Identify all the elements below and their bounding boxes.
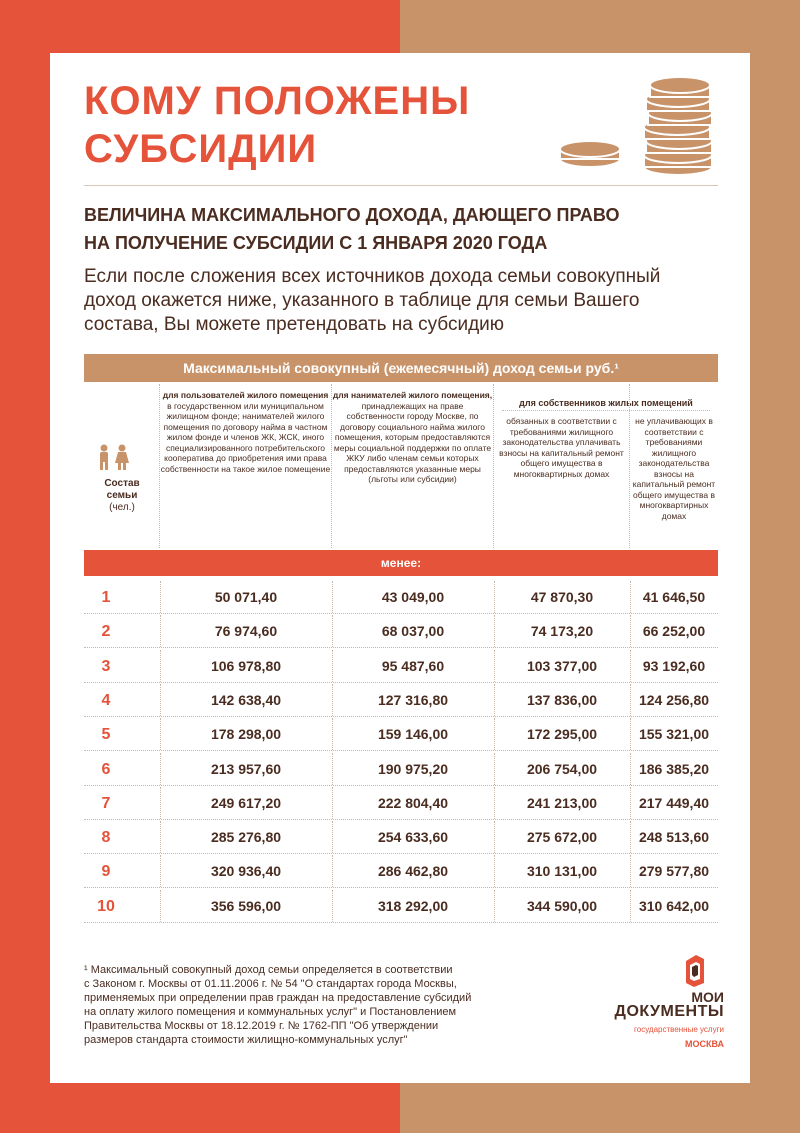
column-divider	[494, 650, 495, 682]
row-number: 2	[101, 623, 111, 641]
cell-owners-paying: 103 377,00	[526, 657, 598, 674]
column-divider	[630, 615, 631, 647]
cell-owners-paying: 310 131,00	[526, 863, 598, 880]
cell-owners-not-paying: 279 577,80	[638, 863, 710, 880]
cell-owners-not-paying: 217 449,40	[638, 794, 710, 811]
column-divider	[332, 821, 333, 853]
column-divider	[160, 890, 161, 922]
column-divider	[332, 684, 333, 716]
column-divider	[160, 718, 161, 750]
row-number: 9	[101, 863, 111, 881]
column-divider	[494, 787, 495, 819]
column-divider	[160, 581, 161, 613]
table-row	[84, 890, 718, 923]
subtitle-line-1: ВЕЛИЧИНА МАКСИМАЛЬНОГО ДОХОДА, ДАЮЩЕГО ПРАВО	[84, 205, 620, 225]
column-divider	[630, 684, 631, 716]
cell-users: 178 298,00	[210, 726, 282, 743]
column-divider	[160, 787, 161, 819]
logo-subtitle: государственные услуги	[634, 1025, 724, 1034]
column-divider	[494, 855, 495, 887]
footnote-line: Правительства Москвы от 18.12.2019 г. № 1762-ПП "Об утверждении	[84, 1020, 439, 1032]
cell-owners-paying: 172 295,00	[526, 726, 598, 743]
poster-sheet	[50, 53, 750, 1083]
subtitle-line-2: НА ПОЛУЧЕНИЕ СУБСИДИИ С 1 ЯНВАРЯ 2020 ГОДА	[84, 233, 548, 253]
cell-owners-paying: 206 754,00	[526, 760, 598, 777]
cell-owners-not-paying: 186 385,20	[638, 760, 710, 777]
column-divider	[332, 890, 333, 922]
column-divider	[630, 787, 631, 819]
column-divider	[630, 821, 631, 853]
family-label-line-2: семьи	[106, 490, 138, 501]
cell-owners-not-paying: 310 642,00	[638, 897, 710, 914]
column-divider	[630, 890, 631, 922]
header-col-owners-not-paying: не уплачивающих в соответствии с требованиями жилищного законодательства взносы на капитальный ремонт общего имущества в многоквартирных домах	[632, 416, 716, 521]
header-col-tenants-text: принадлежащих на праве собственности городу Москве, по договору социального найма жилого помещения, которым предоставляются меры социальной поддержки по оплате ЖКУ либо членам семьи которых предоставляются указанные меры (льготы или субсидии)	[333, 400, 492, 484]
cell-owners-paying: 275 672,00	[526, 829, 598, 846]
footnote	[84, 963, 554, 1047]
column-divider	[494, 615, 495, 647]
column-divider	[332, 787, 333, 819]
table-row	[84, 581, 718, 614]
coins-icon	[560, 67, 720, 177]
table-row	[84, 855, 718, 888]
column-divider	[630, 718, 631, 750]
column-divider	[160, 855, 161, 887]
column-divider	[160, 684, 161, 716]
column-divider	[494, 753, 495, 785]
cell-tenants: 254 633,60	[377, 829, 449, 846]
cell-owners-not-paying: 155 321,00	[638, 726, 710, 743]
row-number: 10	[97, 897, 115, 915]
header-col-users-bold: для пользователей жилого помещения	[162, 390, 329, 400]
cell-tenants: 68 037,00	[381, 623, 445, 640]
table-row	[84, 650, 718, 683]
cell-tenants: 318 292,00	[377, 897, 449, 914]
column-divider	[494, 581, 495, 613]
cell-users: 142 638,40	[210, 691, 282, 708]
table-row	[84, 615, 718, 648]
logo-text-moi: МОИ	[691, 989, 724, 1005]
intro-line: состава, Вы можете претендовать на субсидию	[84, 314, 505, 335]
family-label-line-1: Состав	[104, 478, 140, 489]
cell-owners-paying: 137 836,00	[526, 691, 598, 708]
column-divider	[160, 821, 161, 853]
row-number: 7	[101, 794, 111, 812]
column-divider	[494, 890, 495, 922]
cell-tenants: 222 804,40	[377, 794, 449, 811]
cell-owners-paying: 241 213,00	[526, 794, 598, 811]
intro-line: Если после сложения всех источников дохода семьи совокупный	[84, 266, 661, 287]
header-col-tenants-bold: для нанимателей жилого помещения,	[332, 390, 493, 400]
cell-owners-paying: 47 870,30	[530, 589, 594, 605]
subtitle	[84, 201, 724, 257]
intro-text	[84, 265, 724, 337]
cell-users: 249 617,20	[210, 794, 282, 811]
column-divider	[160, 650, 161, 682]
column-divider	[630, 581, 631, 613]
column-divider	[494, 821, 495, 853]
header-family-size	[84, 384, 160, 548]
column-divider	[332, 718, 333, 750]
title-line-1: КОМУ ПОЛОЖЕНЫ	[84, 79, 471, 123]
column-divider	[160, 753, 161, 785]
table-row	[84, 753, 718, 786]
cell-users: 213 957,60	[210, 760, 282, 777]
cell-users: 285 276,80	[210, 829, 282, 846]
less-than-bar: менее:	[84, 550, 718, 576]
cell-users: 320 936,40	[210, 863, 282, 880]
column-divider	[332, 615, 333, 647]
cell-owners-not-paying: 93 192,60	[642, 657, 706, 674]
header-col-users	[160, 384, 332, 548]
family-size-label	[86, 478, 158, 514]
table-row	[84, 718, 718, 751]
column-divider	[630, 855, 631, 887]
row-number: 4	[101, 691, 111, 709]
cell-tenants: 159 146,00	[377, 726, 449, 743]
cell-users: 50 071,40	[214, 589, 278, 605]
table-row	[84, 821, 718, 854]
row-number: 8	[101, 829, 111, 847]
row-number: 6	[101, 760, 111, 778]
cell-users: 356 596,00	[210, 897, 282, 914]
column-divider	[494, 684, 495, 716]
logo-mark-icon	[680, 953, 710, 987]
header-col-tenants	[332, 384, 494, 548]
family-icon	[94, 444, 134, 470]
cell-users: 76 974,60	[214, 623, 278, 640]
family-label-unit: (чел.)	[109, 502, 135, 513]
footnote-line: ¹ Максимальный совокупный доход семьи определяется в соответствии	[84, 964, 453, 976]
cell-tenants: 127 316,80	[377, 691, 449, 708]
title-line-2: СУБСИДИИ	[84, 127, 318, 171]
intro-line: доход окажется ниже, указанного в таблице для семьи Вашего	[84, 290, 640, 311]
table-column-headers	[84, 384, 718, 548]
cell-owners-paying: 344 590,00	[526, 897, 598, 914]
column-divider	[332, 650, 333, 682]
row-number: 3	[101, 657, 111, 675]
column-divider	[332, 581, 333, 613]
cell-owners-not-paying: 248 513,60	[638, 829, 710, 846]
cell-owners-not-paying: 124 256,80	[638, 691, 710, 708]
column-divider	[160, 615, 161, 647]
footnote-line: с Законом г. Москвы от 01.11.2006 г. № 54 "О стандартах города Москвы,	[84, 978, 457, 990]
cell-tenants: 43 049,00	[381, 589, 445, 605]
row-number: 1	[101, 589, 111, 606]
column-divider	[332, 753, 333, 785]
column-divider	[630, 753, 631, 785]
cell-owners-not-paying: 66 252,00	[642, 623, 706, 640]
page-title	[84, 77, 564, 173]
cell-tenants: 286 462,80	[377, 863, 449, 880]
row-number: 5	[101, 726, 111, 744]
logo-text-dokumenty: ДОКУМЕНТЫ	[614, 1003, 724, 1020]
column-divider	[494, 718, 495, 750]
table-row	[84, 787, 718, 820]
cell-owners-not-paying: 41 646,50	[642, 589, 706, 605]
cell-tenants: 95 487,60	[381, 657, 445, 674]
cell-tenants: 190 975,20	[377, 760, 449, 777]
table-row	[84, 684, 718, 717]
logo-city: МОСКВА	[684, 1039, 724, 1049]
divider	[84, 185, 718, 186]
table-header-bar: Максимальный совокупный (ежемесячный) доход семьи руб.¹	[84, 354, 718, 382]
column-divider	[332, 855, 333, 887]
header-owners-group: для собственников жилых помещений	[519, 398, 693, 408]
cell-users: 106 978,80	[210, 657, 282, 674]
cell-owners-paying: 74 173,20	[530, 623, 594, 640]
footnote-line: размеров стандарта стоимости жилищно-коммунальных услуг"	[84, 1034, 408, 1046]
header-col-users-text: в государственном или муниципальном жилищном фонде; нанимателей жилого помещения по договору найма в частном жилом фонде и членов ЖК, ЖСК, иного специализированного потребительского кооператива до приобретения ими права собственности на такое жилое помещение	[160, 400, 331, 474]
footnote-line: применяемых при определении прав граждан на предоставление субсидий	[84, 992, 472, 1004]
footnote-line: на оплату жилого помещения и коммунальных услуг" и Постановлением	[84, 1006, 457, 1018]
column-divider	[630, 650, 631, 682]
header-col-owners-paying: обязанных в соответствии с требованиями жилищного законодательства уплачивать взносы на капитальный ремонт общего имущества в многоквартирных домах	[494, 384, 630, 548]
moi-dokumenty-logo	[596, 949, 726, 1059]
